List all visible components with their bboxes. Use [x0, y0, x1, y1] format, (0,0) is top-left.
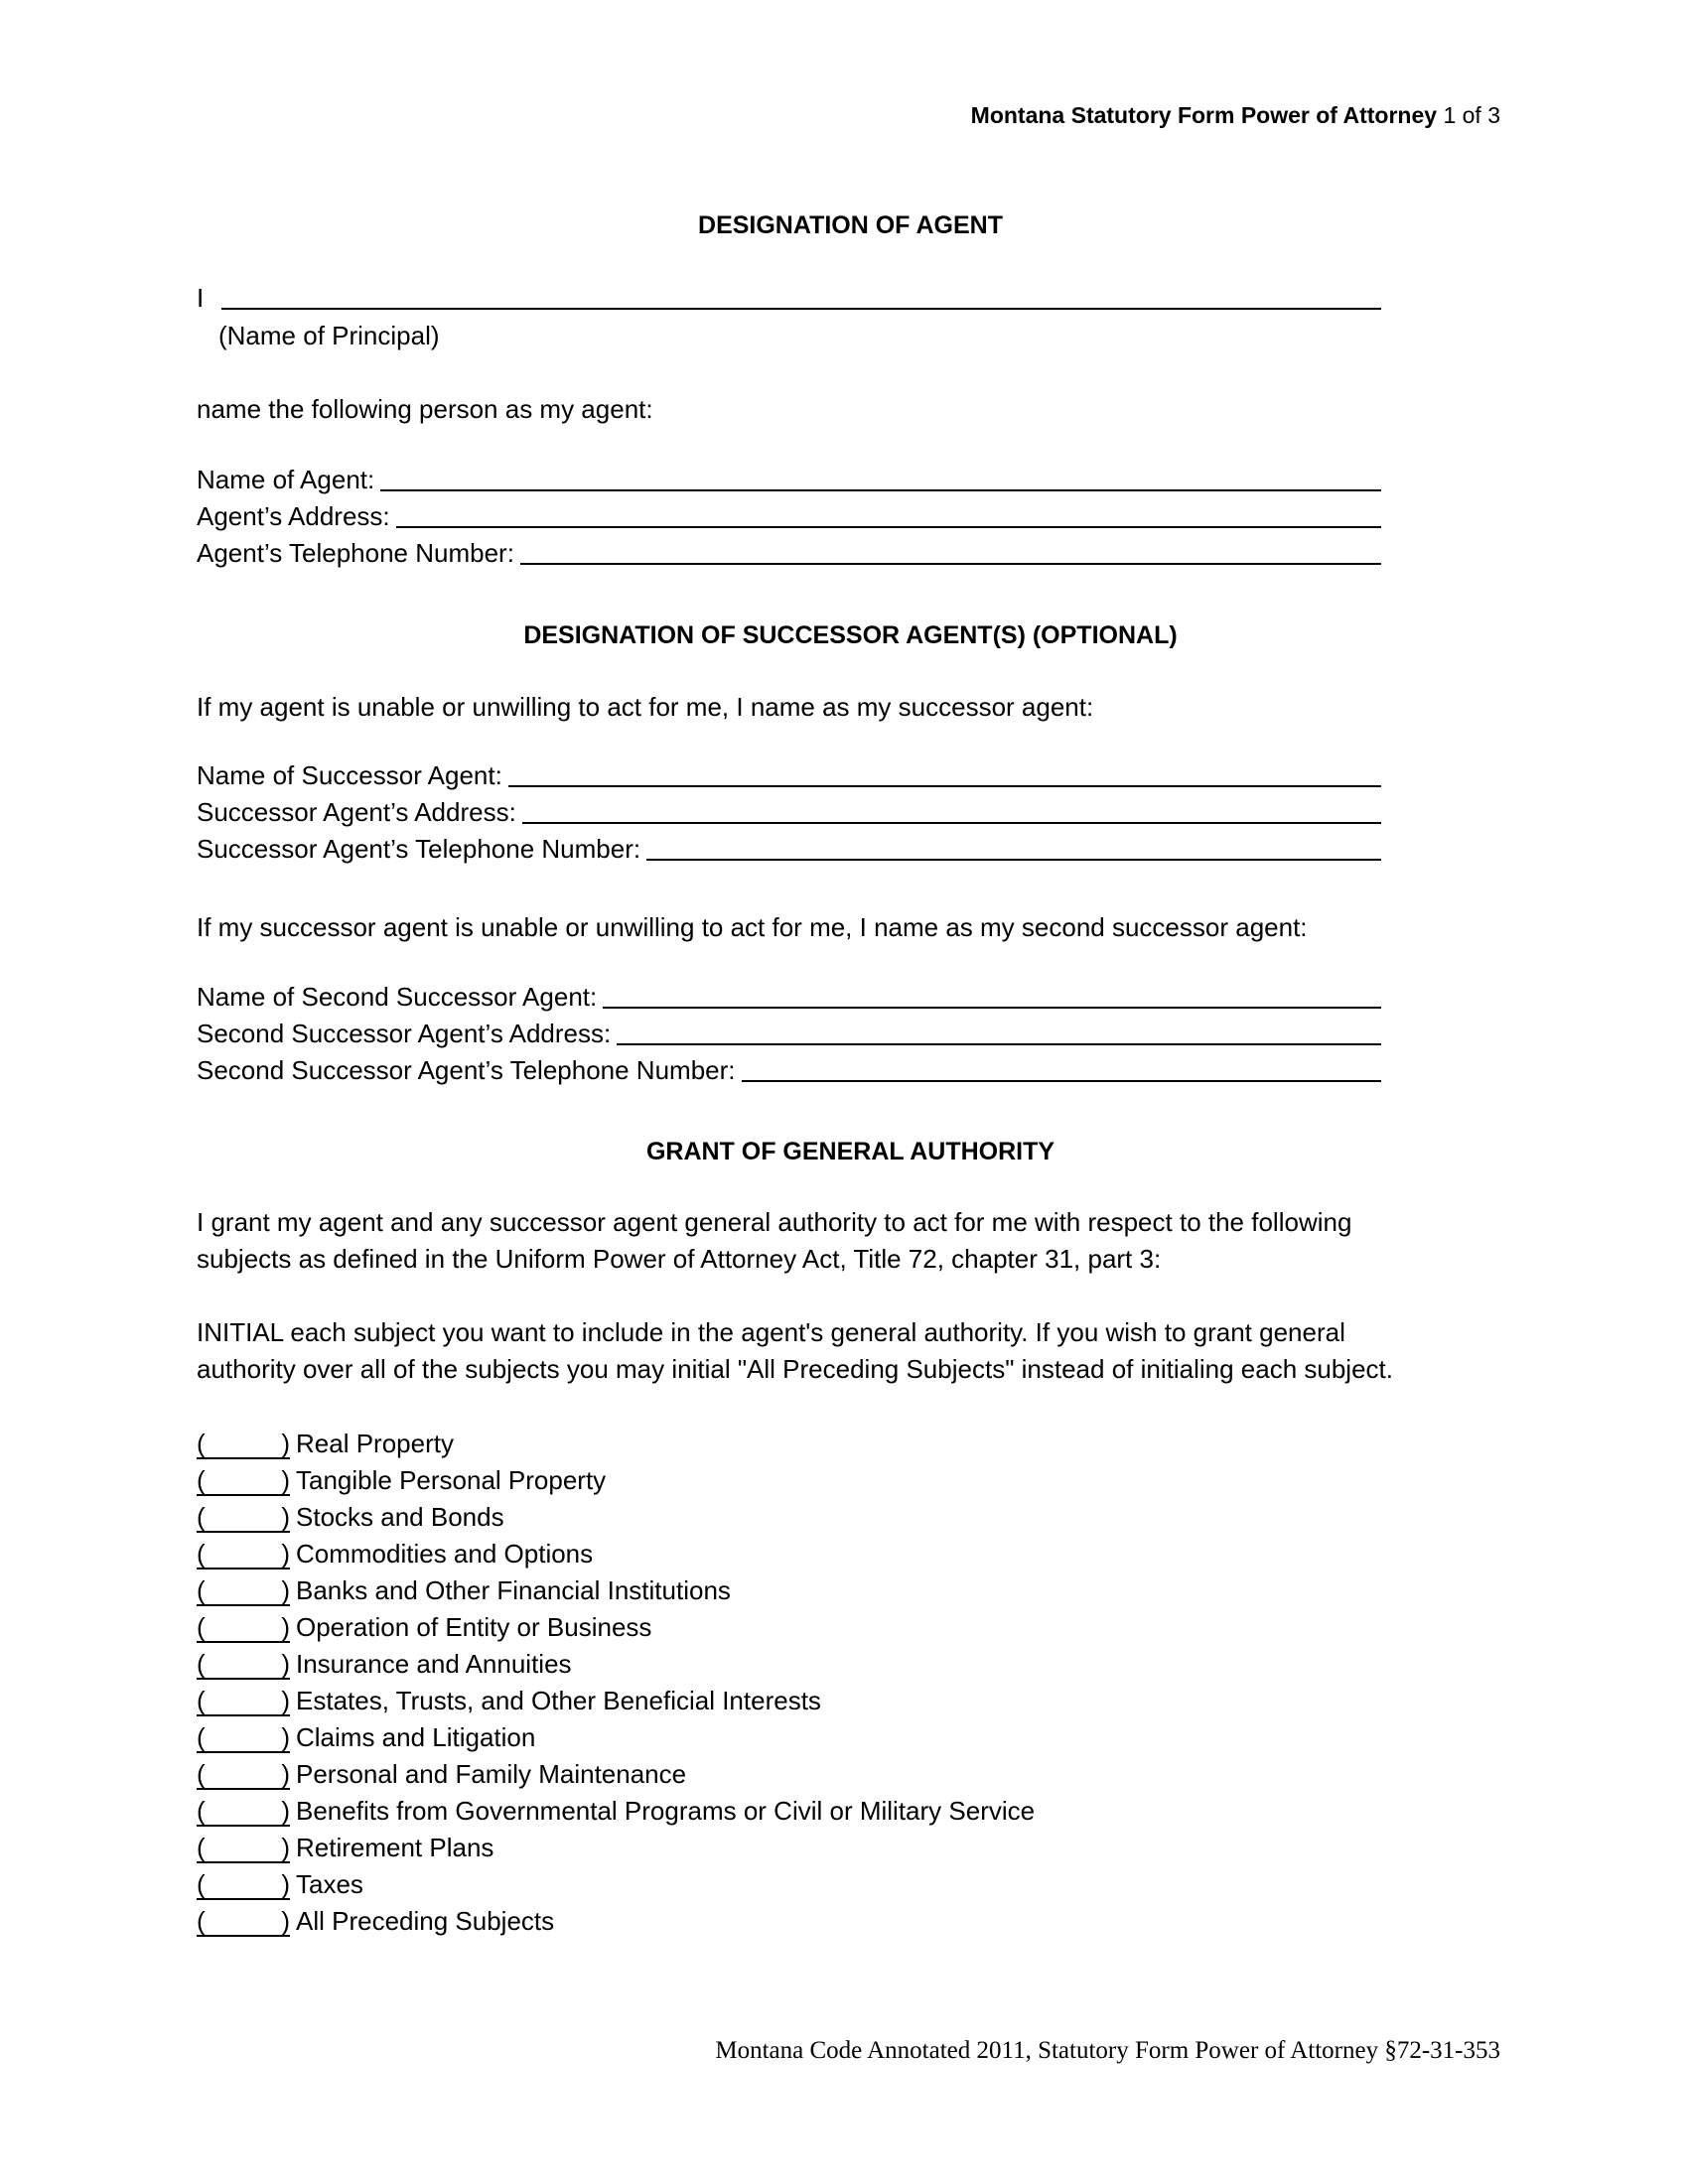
initial-blank-field[interactable]	[197, 1466, 290, 1496]
second-successor-name-field[interactable]	[603, 1007, 1381, 1009]
subject-label: Commodities and Options	[296, 1539, 594, 1569]
successor-phone-label: Successor Agent’s Telephone Number:	[197, 834, 641, 864]
agent-address-label: Agent’s Address:	[197, 501, 390, 531]
initial-blank-field[interactable]	[197, 1760, 290, 1790]
second-successor-address-field[interactable]	[617, 1043, 1381, 1045]
agent-phone-row	[197, 537, 1381, 569]
subject-item	[197, 1719, 1035, 1756]
second-successor-name-label: Name of Second Successor Agent:	[197, 982, 598, 1012]
initial-blank-field[interactable]	[197, 1834, 290, 1863]
initial-blank-field[interactable]	[197, 1870, 290, 1900]
successor-heading: DESIGNATION OF SUCCESSOR AGENT(S) (OPTIONAL)	[523, 621, 1178, 649]
subjects-list	[197, 1426, 1035, 1940]
subject-label: Retirement Plans	[296, 1833, 494, 1862]
agent-address-field[interactable]	[396, 526, 1381, 528]
subject-label: Claims and Litigation	[296, 1722, 536, 1752]
open-paren: (	[197, 1648, 206, 1679]
subject-label: Benefits from Governmental Programs or Civil or Military Service	[296, 1796, 1036, 1826]
agent-name-row	[197, 464, 1381, 495]
grant-para1-line2: subjects as defined in the Uniform Power of Attorney Act, Title 72, chapter 31, part 3:	[197, 1244, 1162, 1274]
agent-phone-label: Agent’s Telephone Number:	[197, 538, 514, 568]
subject-item	[197, 1793, 1035, 1830]
subject-label: Tangible Personal Property	[296, 1465, 607, 1495]
initial-blank-field[interactable]	[197, 1723, 290, 1753]
close-paren: )	[281, 1905, 290, 1936]
initial-blank-field[interactable]	[197, 1576, 290, 1606]
initial-blank-field[interactable]	[197, 1650, 290, 1680]
successor-name-label: Name of Successor Agent:	[197, 760, 502, 790]
footer-citation: Montana Code Annotated 2011, Statutory Form Power of Attorney §72-31-353	[715, 2037, 1500, 2064]
successor-phone-row	[197, 833, 1381, 865]
page-header	[971, 102, 1500, 129]
initial-blank-field[interactable]	[197, 1613, 290, 1643]
second-successor-phone-row	[197, 1054, 1381, 1086]
second-successor-address-row	[197, 1018, 1381, 1049]
subject-label: Banks and Other Financial Institutions	[296, 1575, 731, 1605]
agent-name-label: Name of Agent:	[197, 465, 375, 494]
grant-para2-line1: INITIAL each subject you want to include in the agent's general authority. If you wish to grant general	[197, 1317, 1345, 1347]
initial-blank-field[interactable]	[197, 1503, 290, 1533]
successor-phone-field[interactable]	[646, 859, 1381, 861]
second-successor-name-row	[197, 981, 1381, 1013]
subject-item	[197, 1756, 1035, 1793]
subject-item	[197, 1609, 1035, 1646]
designation-heading: DESIGNATION OF AGENT	[698, 211, 1003, 239]
agent-name-field[interactable]	[380, 489, 1381, 491]
open-paren: (	[197, 1832, 206, 1862]
close-paren: )	[281, 1758, 290, 1789]
subject-item	[197, 1536, 1035, 1572]
grant-para1-line1: I grant my agent and any successor agent general authority to act for me with respect to the following	[197, 1207, 1352, 1237]
subject-item	[197, 1866, 1035, 1903]
close-paren: )	[281, 1721, 290, 1752]
second-successor-intro: If my successor agent is unable or unwilling to act for me, I name as my second successor agent:	[197, 912, 1308, 942]
initial-blank-field[interactable]	[197, 1540, 290, 1570]
subject-label: Operation of Entity or Business	[296, 1612, 652, 1642]
open-paren: (	[197, 1868, 206, 1899]
successor-address-label: Successor Agent’s Address:	[197, 797, 516, 827]
initial-blank-field[interactable]	[197, 1797, 290, 1827]
principal-caption: (Name of Principal)	[218, 321, 440, 350]
subject-label: Estates, Trusts, and Other Beneficial Interests	[296, 1686, 821, 1715]
successor-intro: If my agent is unable or unwilling to act for me, I name as my successor agent:	[197, 692, 1094, 722]
close-paren: )	[281, 1538, 290, 1569]
principal-name-row	[197, 282, 1381, 314]
subject-item	[197, 1903, 1035, 1940]
successor-address-row	[197, 796, 1381, 828]
close-paren: )	[281, 1868, 290, 1899]
open-paren: (	[197, 1428, 206, 1458]
subject-label: Real Property	[296, 1429, 454, 1458]
open-paren: (	[197, 1538, 206, 1569]
open-paren: (	[197, 1905, 206, 1936]
agent-phone-field[interactable]	[520, 563, 1381, 565]
close-paren: )	[281, 1611, 290, 1642]
open-paren: (	[197, 1611, 206, 1642]
grant-heading: GRANT OF GENERAL AUTHORITY	[645, 1138, 1055, 1165]
initial-blank-field[interactable]	[197, 1430, 290, 1459]
subject-item	[197, 1462, 1035, 1499]
open-paren: (	[197, 1721, 206, 1752]
close-paren: )	[281, 1464, 290, 1495]
second-successor-phone-label: Second Successor Agent’s Telephone Number:	[197, 1055, 736, 1085]
close-paren: )	[281, 1648, 290, 1679]
subject-item	[197, 1426, 1035, 1462]
subject-label: Insurance and Annuities	[296, 1649, 572, 1679]
principal-prefix: I	[197, 283, 205, 313]
open-paren: (	[197, 1685, 206, 1715]
second-successor-phone-field[interactable]	[742, 1080, 1382, 1082]
open-paren: (	[197, 1574, 206, 1605]
principal-name-field[interactable]	[221, 308, 1381, 310]
agent-address-row	[197, 500, 1381, 532]
open-paren: (	[197, 1464, 206, 1495]
subject-item	[197, 1572, 1035, 1609]
subject-label: Personal and Family Maintenance	[296, 1759, 687, 1789]
agent-intro: name the following person as my agent:	[197, 394, 653, 424]
open-paren: (	[197, 1758, 206, 1789]
subject-item	[197, 1830, 1035, 1866]
close-paren: )	[281, 1574, 290, 1605]
close-paren: )	[281, 1832, 290, 1862]
close-paren: )	[281, 1685, 290, 1715]
close-paren: )	[281, 1428, 290, 1458]
subject-item	[197, 1683, 1035, 1719]
successor-address-field[interactable]	[522, 822, 1381, 824]
successor-name-row	[197, 759, 1381, 791]
grant-para2-line2: authority over all of the subjects you may initial "All Preceding Subjects" instead of initialing each subject.	[197, 1354, 1393, 1384]
open-paren: (	[197, 1795, 206, 1826]
initial-blank-field[interactable]	[197, 1907, 290, 1937]
subject-item	[197, 1499, 1035, 1536]
open-paren: (	[197, 1501, 206, 1532]
subject-label: Taxes	[296, 1869, 363, 1899]
initial-blank-field[interactable]	[197, 1687, 290, 1716]
close-paren: )	[281, 1795, 290, 1826]
successor-name-field[interactable]	[508, 785, 1381, 787]
page-number: 1 of 3	[1443, 102, 1500, 128]
subject-item	[197, 1646, 1035, 1683]
subject-label: All Preceding Subjects	[296, 1906, 555, 1936]
close-paren: )	[281, 1501, 290, 1532]
header-title: Montana Statutory Form Power of Attorney	[970, 102, 1438, 128]
subject-label: Stocks and Bonds	[296, 1502, 504, 1532]
second-successor-address-label: Second Successor Agent’s Address:	[197, 1019, 612, 1048]
